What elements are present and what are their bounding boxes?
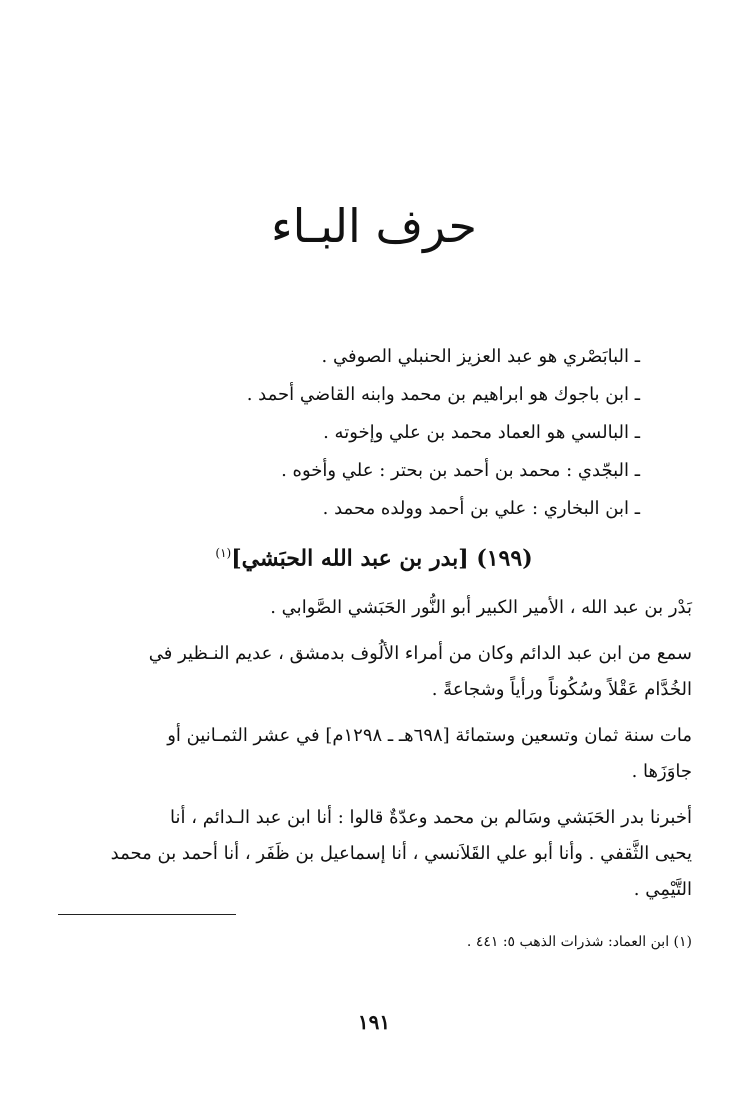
paragraph-name — [48, 590, 692, 626]
footnote: (١) ابن العماد: شذرات الذهب ٥: ٤٤١ . — [466, 934, 692, 950]
entry-heading — [0, 536, 748, 575]
paragraph-isnad — [48, 800, 692, 908]
paragraph-death — [48, 718, 692, 790]
cross-reference-list — [100, 338, 640, 528]
cross-reference-item: ـ ابن باجوك هو ابراهيم بن محمد وابنه القاضي أحمد . — [246, 384, 640, 405]
cross-reference-item: ـ البالسي هو العماد محمد بن علي وإخوته . — [323, 422, 640, 443]
text-line: الخُدَّام عَقْلاً وسُكُوناً ورأياً وشجاعةً . — [431, 679, 692, 700]
text-line: جاوَزَها . — [631, 761, 692, 782]
text-line: التَّيْمِي . — [633, 879, 692, 900]
cross-reference-item: ـ ابن البخاري : علي بن أحمد وولده محمد . — [322, 498, 640, 519]
page-number: ١٩١ — [357, 1010, 391, 1034]
cross-reference-item: ـ البجّدي : محمد بن أحمد بن بحتر : علي وأخوه . — [281, 460, 640, 481]
cross-reference-item: ـ البابَصْري هو عبد العزيز الحنبلي الصوفي . — [321, 346, 640, 367]
entry-body — [48, 590, 692, 908]
text-line: بَدْر بن عبد الله ، الأمير الكبير أبو النُّور الحَبَشي الصَّوابي . — [270, 597, 692, 618]
footnote-divider — [58, 914, 236, 915]
text-line: أخبرنا بدر الحَبَشي وسَالم بن محمد وعدّةٌ قالوا : أنا ابن عبد الـدائم ، أنا — [170, 807, 692, 828]
footnote-marker: (١) — [215, 546, 232, 560]
text-line: مات سنة ثمان وتسعين وستمائة [٦٩٨هـ ـ ١٢٩٨م] في عشر الثمـانين أو — [167, 725, 692, 746]
text-line: سمع من ابن عبد الدائم وكان من أمراء الألُوف بدمشق ، عديم النـظير في — [148, 643, 692, 664]
text-line: يحيى الثَّقفي . وأنا أبو علي القَلاَنسي ، أنا إسماعيل بن ظَفَر ، أنا أحمد بن محمد — [110, 843, 692, 864]
paragraph-biography — [48, 636, 692, 708]
chapter-title: حرف البـاء — [271, 199, 477, 253]
entry-heading-text: (١٩٩) [بدر بن عبد الله الحبَشي] — [231, 545, 533, 572]
